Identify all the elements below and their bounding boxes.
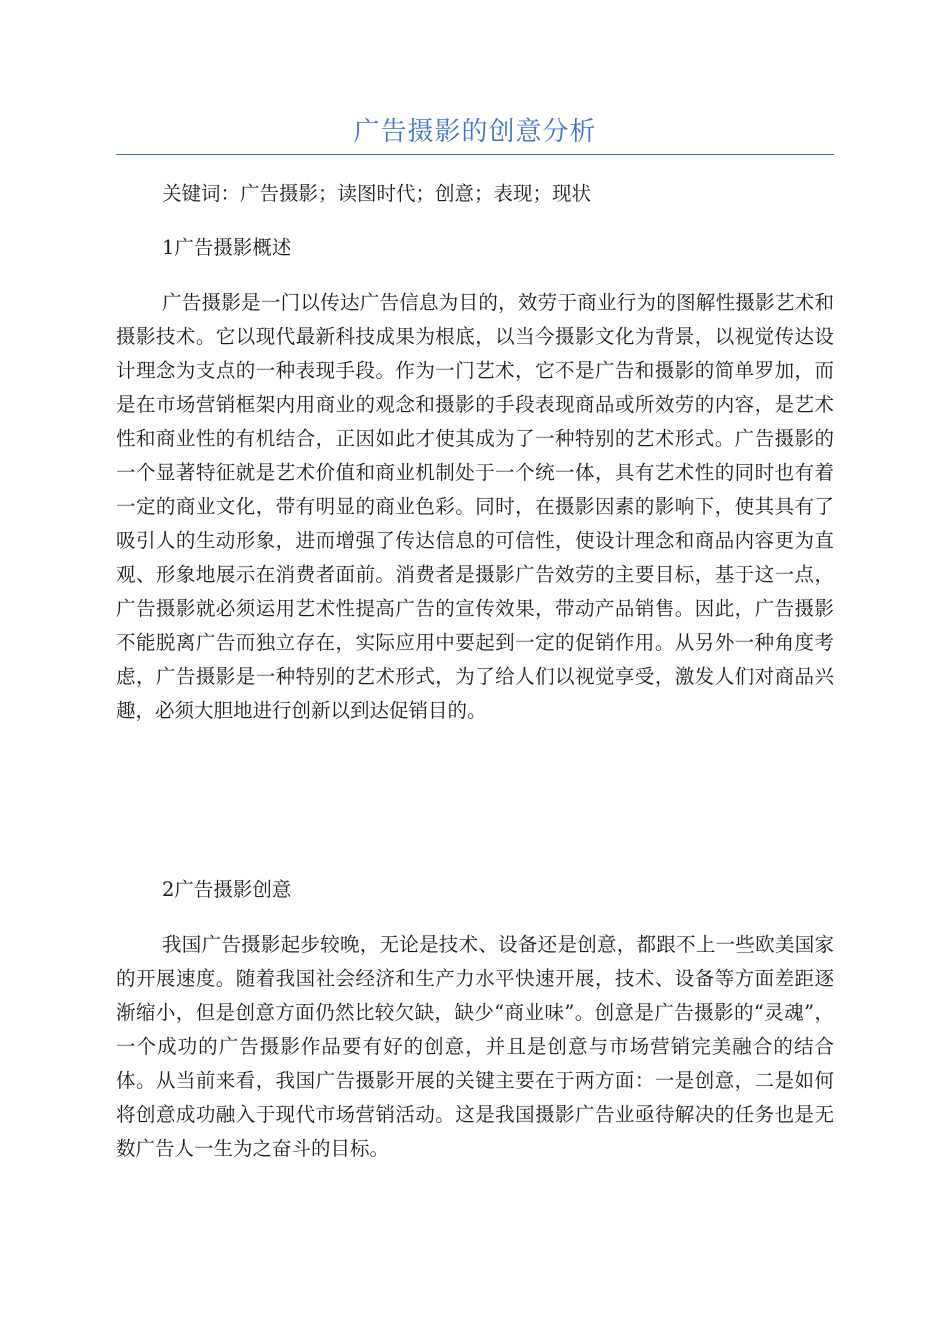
keywords-line: 关键词：广告摄影；读图时代；创意；表现；现状 xyxy=(162,182,592,205)
document-title: 广告摄影的创意分析 xyxy=(353,117,597,147)
section-1-heading: 1广告摄影概述 xyxy=(162,236,292,259)
section-2-paragraph: 我国广告摄影起步较晚，无论是技术、设备还是创意，都跟不上一些欧美国家的开展速度。随着我国社会经济和生产力水平快速开展，技术、设备等方面差距逐渐缩小，但是创意方面仍然比较欠缺，缺少“商业味”。创意是广告摄影的“灵魂”，一个成功的广告摄影作品要有好的创意，并且是创意与市场营销完美融合的结合体。从当前来看，我国广告摄影开展的关键主要在于两方面：一是创意，二是如何将创意成功融入于现代市场营销活动。这是我国摄影广告业亟待解决的任务也是无数广告人一生为之奋斗的目标。 xyxy=(116,933,834,1160)
section-2-heading: 2广告摄影创意 xyxy=(162,878,292,901)
section-1-paragraph: 广告摄影是一门以传达广告信息为目的，效劳于商业行为的图解性摄影艺术和摄影技术。它以现代最新科技成果为根底，以当今摄影文化为背景，以视觉传达设计理念为支点的一种表现手段。作为一门艺术，它不是广告和摄影的简单罗加，而是在市场营销框架内用商业的观念和摄影的手段表现商品或所效劳的内容，是艺术性和商业性的有机结合，正因如此才使其成为了一种特别的艺术形式。广告摄影的一个显著特征就是艺术价值和商业机制处于一个统一体，具有艺术性的同时也有着一定的商业文化，带有明显的商业色彩。同时，在摄影因素的影响下，使其具有了吸引人的生动形象，进而增强了传达信息的可信性，使设计理念和商品内容更为直观、形象地展示在消费者面前。消费者是摄影广告效劳的主要目标，基于这一点，广告摄影就必须运用艺术性提高广告的宣传效果，带动产品销售。因此，广告摄影不能脱离广告而独立存在，实际应用中要起到一定的促销作用。从另外一种角度考虑，广告摄影是一种特别的艺术形式，为了给人们以视觉享受，激发人们对商品兴趣，必须大胆地进行创新以到达促销目的。 xyxy=(116,291,834,722)
title-underline xyxy=(116,154,834,155)
